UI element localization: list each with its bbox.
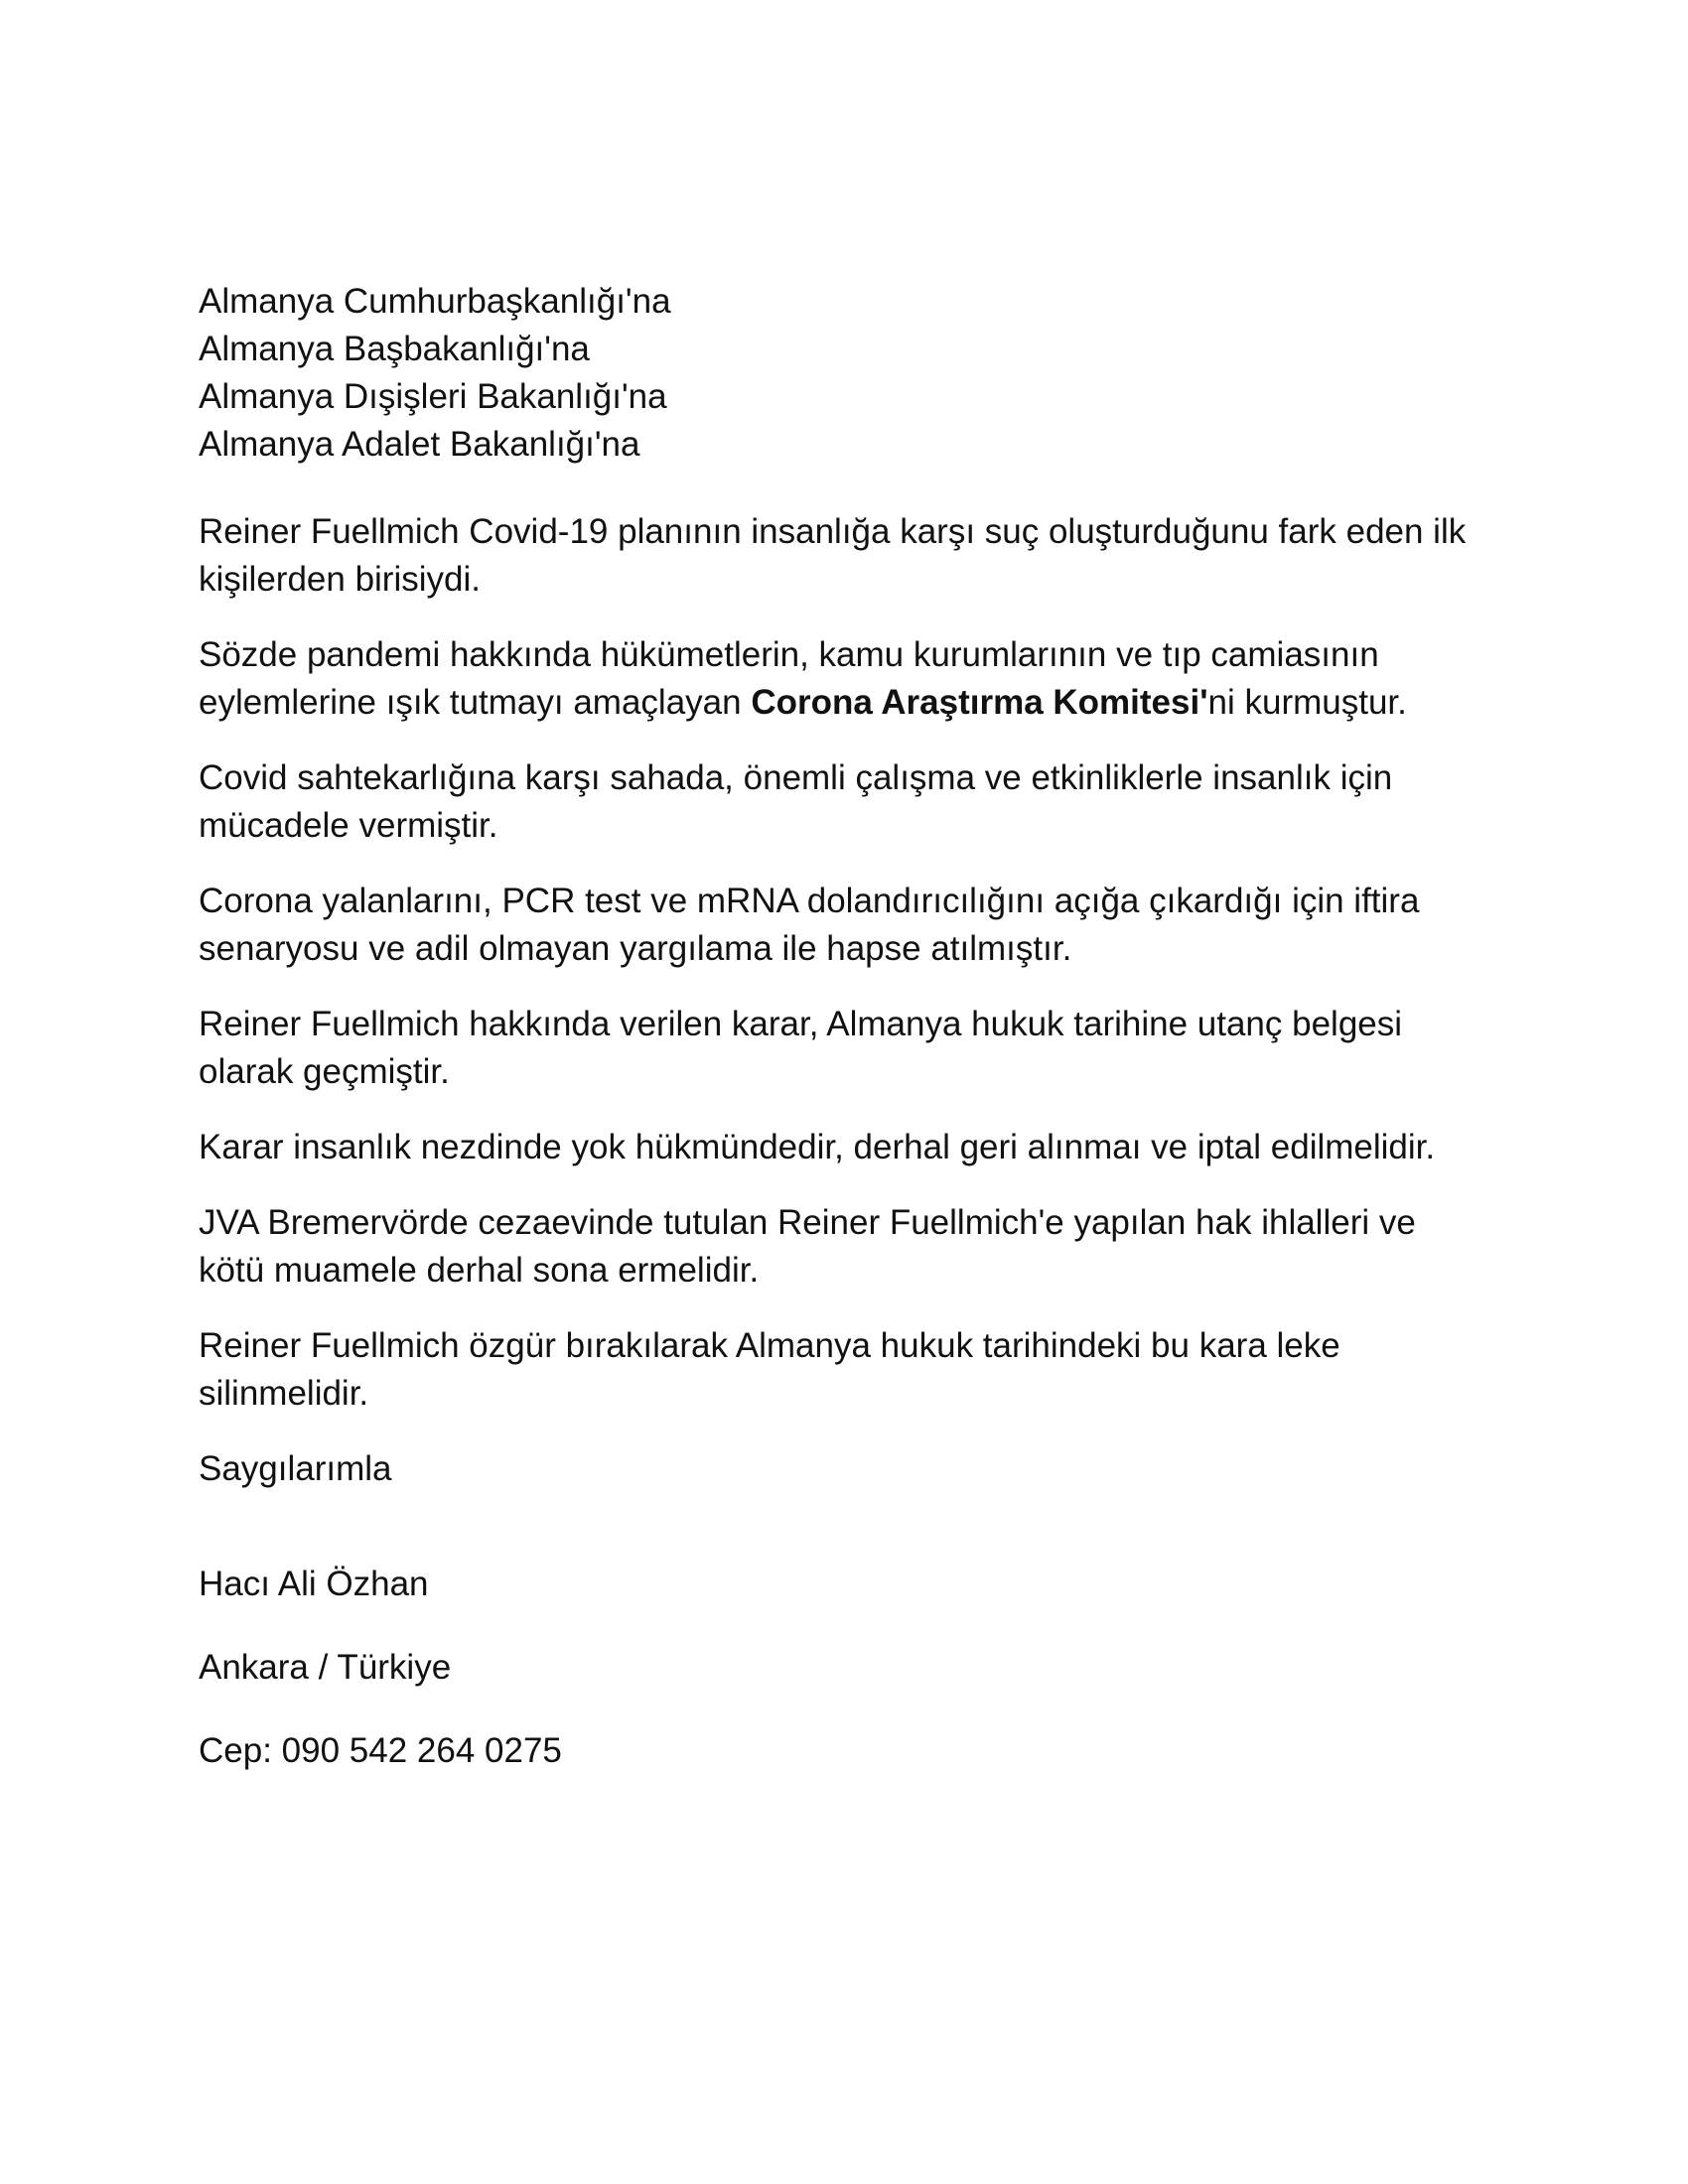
paragraph-2-text-end: ni kurmuştur. [1207, 683, 1407, 722]
closing-salutation: Saygılarımla [199, 1449, 392, 1488]
paragraph-3: Covid sahtekarlığına karşı sahada, önemli çalışma ve etkinliklerle insanlık için mücadele vermiştir. [199, 758, 1393, 845]
letter-body [199, 278, 1489, 1775]
committee-name: Corona Araştırma Komitesi' [751, 683, 1208, 722]
paragraph-4: Corona yalanlarını, PCR test ve mRNA dolandırıcılığını açığa çıkardığı için iftira senaryosu ve adil olmayan yargılama ile hapse atılmıştır. [199, 882, 1420, 968]
recipient-line: Almanya Başbakanlığı'na [199, 330, 590, 368]
recipient-line: Almanya Cumhurbaşkanlığı'na [199, 282, 671, 321]
paragraph-2 [199, 631, 1489, 727]
paragraph-8: Reiner Fuellmich özgür bırakılarak Almanya hukuk tarihindeki bu kara leke silinmelidir. [199, 1326, 1340, 1413]
recipient-line: Almanya Adalet Bakanlığı'na [199, 425, 640, 464]
signer-location: Ankara / Türkiye [199, 1648, 452, 1687]
recipient-list [199, 278, 1489, 469]
paragraph-7: JVA Bremervörde cezaevinde tutulan Reiner Fuellmich'e yapılan hak ihlalleri ve kötü muamele derhal sona ermelidir. [199, 1203, 1416, 1290]
paragraph-1: Reiner Fuellmich Covid-19 planının insanlığa karşı suç oluşturduğunu fark eden ilk kişilerden birisiydi. [199, 512, 1467, 599]
recipient-line: Almanya Dışişleri Bakanlığı'na [199, 377, 667, 416]
signer-name: Hacı Ali Özhan [199, 1565, 429, 1603]
paragraph-6: Karar insanlık nezdinde yok hükmündedir, derhal geri alınmaı ve iptal edilmelidir. [199, 1128, 1436, 1166]
signer-phone: Cep: 090 542 264 0275 [199, 1731, 562, 1770]
paragraph-5: Reiner Fuellmich hakkında verilen karar, Almanya hukuk tarihine utanç belgesi olarak geçmiştir. [199, 1005, 1403, 1091]
paragraph-2-text-start: Sözde pandemi hakkında hükümetlerin, kamu kurumlarının ve tıp camiasının eylemlerine ışık tutmayı amaçlayan [199, 635, 1379, 722]
